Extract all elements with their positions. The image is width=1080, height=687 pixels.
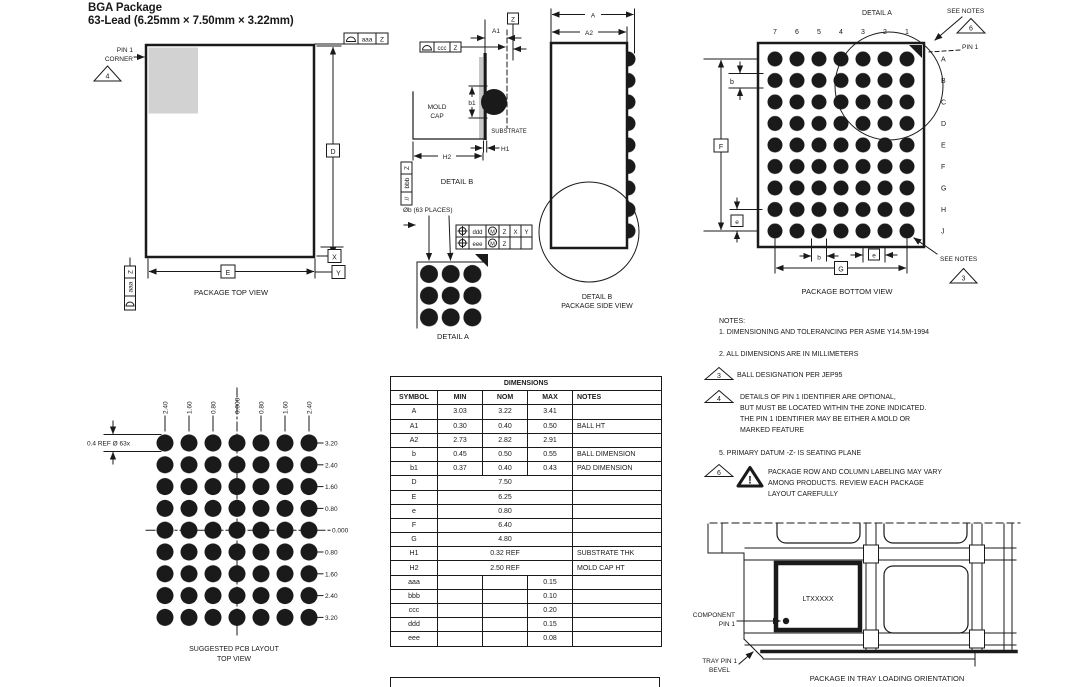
cell-symbol: D [391, 476, 438, 490]
pad-size-label: 0.4 REF Ø 63x [87, 440, 130, 448]
fcf-tolerance: bbb [403, 177, 411, 189]
cell-notes [573, 405, 662, 419]
cell-symbol: ccc [391, 604, 438, 618]
col-label: 7 [773, 29, 777, 36]
detail-a-label: DETAIL A [862, 10, 892, 17]
tray-pockets [708, 497, 1016, 658]
fcf-bbb [401, 162, 412, 205]
cell-max: 0.15 [528, 618, 573, 632]
table-row [391, 504, 662, 518]
ball-grid [764, 48, 918, 242]
cell-max: 0.10 [528, 589, 573, 603]
fcf-datum: X [513, 229, 518, 236]
datum-X: X [332, 254, 337, 262]
pcb-col-label: 0.80 [258, 401, 266, 414]
dim-H1: H1 [501, 146, 510, 153]
mold-cap-label2: CAP [430, 113, 444, 120]
table-row [391, 618, 662, 632]
cell-notes: BALL DIMENSION [573, 447, 662, 461]
cell-symbol: eee [391, 632, 438, 646]
cell-nom [483, 589, 528, 603]
fcf-datum: Z [502, 229, 507, 236]
package-type: BGA Package [88, 2, 162, 14]
col-label: 5 [817, 29, 821, 36]
pin1-label: PIN 1 [962, 44, 979, 51]
col-header: NOM [483, 391, 528, 405]
col-header: NOTES [573, 391, 662, 405]
dim-G: G [838, 266, 844, 274]
package-bottom-view [704, 8, 985, 296]
tray-pin1-bevel-label2: BEVEL [709, 667, 730, 674]
tray-view [693, 497, 1020, 683]
component-pin1-label: COMPONENT [692, 612, 735, 619]
pcb-row-label: 1.60 [325, 484, 338, 492]
fcf-tolerance: eee [472, 241, 483, 248]
cell-symbol: aaa [391, 575, 438, 589]
cell-min [438, 632, 483, 646]
side-view-caption1: DETAIL B [581, 294, 613, 301]
mold-cap-label: MOLD [427, 104, 447, 111]
package-side-view [539, 9, 639, 310]
datum-Z: Z [511, 16, 515, 24]
see-notes-bottom: SEE NOTES [940, 256, 978, 263]
note-4-line1: DETAILS OF PIN 1 IDENTIFIER ARE OPTIONAL, [740, 394, 896, 401]
row-label: D [941, 121, 947, 128]
fcf-datum: Z [403, 166, 411, 170]
cell-notes [573, 589, 662, 603]
cell-symbol: H1 [391, 547, 438, 561]
cell-notes [573, 632, 662, 646]
cell-notes [573, 490, 662, 504]
pin1-zone [149, 48, 199, 114]
note-flag-triangle-icon [704, 463, 734, 478]
table-row [391, 589, 662, 603]
table-title: DIMENSIONS [391, 377, 662, 391]
dim-A1: A1 [492, 28, 500, 35]
cell-nom: 0.40 [483, 419, 528, 433]
ball-count-label: Øb (63 PLACES) [403, 207, 453, 214]
cell-symbol: H2 [391, 561, 438, 575]
note-2: 2. ALL DIMENSIONS ARE IN MILLIMETERS [719, 351, 859, 358]
cell-max: 0.50 [528, 419, 573, 433]
cell-notes: MOLD CAP HT [573, 561, 662, 575]
note-1: 1. DIMENSIONING AND TOLERANCING PER ASME Y14.5M-1994 [719, 329, 930, 336]
table-row [391, 476, 662, 490]
note-flag-4: 4 [105, 73, 110, 81]
note-4-line2: BUT MUST BE LOCATED WITHIN THE ZONE INDICATED. [740, 405, 927, 412]
note-3: BALL DESIGNATION PER JEP95 [737, 372, 843, 379]
cell-min: 0.30 [438, 419, 483, 433]
cell-merged-value: 7.50 [438, 476, 573, 490]
row-label: F [941, 164, 946, 171]
detail-b-view [401, 13, 527, 205]
pin1-corner-label2: CORNER [104, 56, 133, 63]
cell-max: 0.20 [528, 604, 573, 618]
tray-caption: PACKAGE IN TRAY LOADING ORIENTATION [809, 674, 965, 683]
cell-notes [573, 504, 662, 518]
see-notes-top: SEE NOTES [947, 8, 985, 15]
table-row [391, 462, 662, 476]
col-header: MAX [528, 391, 573, 405]
dim-H2: H2 [442, 154, 452, 161]
cell-min: 0.37 [438, 462, 483, 476]
pcb-col-label: 2.40 [162, 401, 170, 414]
cell-symbol: bbb [391, 589, 438, 603]
cell-min [438, 618, 483, 632]
row-label: E [941, 142, 946, 150]
pcb-col-label: 2.40 [306, 401, 314, 414]
table-row [391, 632, 662, 646]
cell-merged-value: 6.40 [438, 518, 573, 532]
note-flag-3: 3 [961, 275, 966, 283]
note-4-line3: THE PIN 1 IDENTIFIER MAY BE EITHER A MOLD OR [740, 416, 911, 423]
table-row [391, 604, 662, 618]
pcb-row-label: 2.40 [325, 462, 338, 470]
pcb-col-label: 1.60 [186, 401, 194, 414]
page-title [88, 2, 294, 28]
col-header: SYMBOL [391, 391, 438, 405]
fcf-position [456, 225, 532, 249]
cell-nom [483, 604, 528, 618]
cell-merged-value: 0.32 REF [438, 547, 573, 561]
cell-merged-value: 6.25 [438, 490, 573, 504]
cell-notes [573, 618, 662, 632]
cell-symbol: F [391, 518, 438, 532]
pcb-row-label: 0.80 [325, 505, 338, 513]
cell-symbol: b [391, 447, 438, 461]
cell-nom [483, 575, 528, 589]
dim-b1: b1 [468, 99, 476, 107]
cell-notes [573, 575, 662, 589]
flag-number: 4 [717, 396, 721, 403]
warning-exclamation: ! [748, 474, 752, 487]
fcf-datum: Z [502, 241, 507, 248]
cell-notes: BALL HT [573, 419, 662, 433]
table-row [391, 405, 662, 419]
col-header: MIN [438, 391, 483, 405]
pcb-caption2: TOP VIEW [217, 656, 251, 663]
notes-heading: NOTES: [719, 318, 746, 325]
dim-e-left: e [735, 218, 739, 226]
pcb-layout-view [87, 388, 349, 663]
table-row [391, 575, 662, 589]
dim-b-bottom: b [817, 254, 821, 262]
component-pin1-dot [783, 618, 789, 624]
flag-number: 6 [717, 470, 721, 477]
note-5: 5. PRIMARY DATUM -Z- IS SEATING PLANE [719, 450, 862, 457]
fcf-ccc [420, 42, 526, 52]
pin1-corner-label: PIN 1 [116, 47, 133, 54]
cell-max: 0.15 [528, 575, 573, 589]
dim-A2: A2 [585, 30, 593, 38]
mmc-letter: M [490, 241, 495, 248]
cell-min [438, 575, 483, 589]
cell-symbol: ddd [391, 618, 438, 632]
cell-max: 0.55 [528, 447, 573, 461]
pcb-row-label: 2.40 [325, 593, 338, 601]
dim-D: D [330, 148, 336, 156]
cell-min: 2.73 [438, 433, 483, 447]
table-row [391, 490, 662, 504]
cell-merged-value: 4.80 [438, 533, 573, 547]
cell-max: 2.91 [528, 433, 573, 447]
cell-symbol: G [391, 533, 438, 547]
datum-Y: Y [336, 270, 341, 278]
side-view-caption2: PACKAGE SIDE VIEW [561, 303, 633, 310]
note-flag-triangle-icon [704, 389, 734, 404]
cell-nom: 3.22 [483, 405, 528, 419]
cell-nom: 0.50 [483, 447, 528, 461]
table-row [391, 518, 662, 532]
pcb-row-label: 3.20 [325, 614, 338, 622]
cell-min: 3.03 [438, 405, 483, 419]
package-body-side [551, 43, 627, 248]
fcf-aaa-left [125, 258, 136, 310]
table-row [391, 547, 662, 561]
row-label: G [941, 185, 947, 193]
note-4-line4: MARKED FEATURE [740, 427, 805, 434]
pcb-col-label: 0.80 [210, 401, 218, 414]
row-label: B [941, 78, 946, 85]
dim-E: E [225, 269, 231, 277]
note-6-line1: PACKAGE ROW AND COLUMN LABELING MAY VARY [768, 469, 943, 476]
dim-e-bottom: e [872, 252, 876, 260]
pcb-row-label: 3.20 [325, 440, 338, 448]
cell-symbol: A2 [391, 433, 438, 447]
dim-b-left: b [730, 79, 734, 86]
table-title-row [391, 377, 662, 391]
mmc-letter: M [490, 229, 495, 236]
cell-notes [573, 433, 662, 447]
cell-min: 0.45 [438, 447, 483, 461]
col-label: 6 [795, 29, 799, 36]
fcf-tolerance: aaa [361, 36, 373, 44]
fcf-datum: Z [127, 270, 135, 274]
fcf-aaa-top [344, 33, 388, 44]
pcb-row-label: 1.60 [325, 571, 338, 579]
warning-icon [736, 465, 764, 489]
cell-max: 3.41 [528, 405, 573, 419]
table-row [391, 533, 662, 547]
package-top-view [94, 33, 388, 310]
pcb-pad-grid [153, 432, 321, 628]
dimensions-table [390, 376, 662, 647]
part-marking: LTXXXXX [802, 596, 834, 603]
col-label: 1 [905, 29, 909, 36]
pcb-caption1: SUGGESTED PCB LAYOUT [189, 646, 279, 653]
solder-ball [481, 89, 507, 115]
dim-F: F [718, 143, 724, 151]
cell-max: 0.43 [528, 462, 573, 476]
substrate-label: SUBSTRATE [491, 129, 527, 135]
cell-symbol: e [391, 504, 438, 518]
pcb-col-label: 0.000 [234, 397, 242, 414]
cell-notes [573, 533, 662, 547]
row-label: H [941, 207, 947, 214]
note-6-line2: AMONG PRODUCTS. REVIEW EACH PACKAGE [768, 480, 924, 487]
note-6-line3: LAYOUT CAREFULLY [768, 491, 839, 498]
parallelism-symbol-icon: // [403, 196, 411, 201]
package-size: 63-Lead (6.25mm × 7.50mm × 3.22mm) [88, 15, 294, 27]
fcf-tolerance: aaa [127, 281, 135, 293]
cell-symbol: A1 [391, 419, 438, 433]
cell-min [438, 604, 483, 618]
col-label: 3 [861, 29, 865, 36]
table-row [391, 419, 662, 433]
cell-symbol: A [391, 405, 438, 419]
table-row [391, 561, 662, 575]
table-partial-row [390, 677, 660, 687]
cell-symbol: b1 [391, 462, 438, 476]
cell-nom [483, 632, 528, 646]
bottom-view-caption: PACKAGE BOTTOM VIEW [801, 287, 893, 296]
cell-notes: SUBSTRATE THK [573, 547, 662, 561]
row-label: J [941, 228, 945, 236]
row-label: A [941, 56, 946, 64]
cell-nom: 2.82 [483, 433, 528, 447]
col-label: 2 [883, 29, 887, 36]
cell-nom: 0.40 [483, 462, 528, 476]
cell-min [438, 589, 483, 603]
note-flag-6: 6 [969, 25, 973, 33]
cell-notes [573, 604, 662, 618]
pcb-row-label: 0.000 [332, 527, 349, 535]
cell-merged-value: 2.50 REF [438, 561, 573, 575]
table-header-row [391, 391, 662, 405]
cell-notes: PAD DIMENSION [573, 462, 662, 476]
fcf-tolerance: ccc [437, 45, 447, 52]
fcf-tolerance: ddd [472, 229, 483, 236]
fcf-datum: Z [380, 36, 384, 44]
cell-nom [483, 618, 528, 632]
flag-number: 3 [717, 373, 721, 380]
detail-b-caption: DETAIL B [440, 177, 474, 186]
cell-merged-value: 0.80 [438, 504, 573, 518]
note-flag-triangle-icon [704, 366, 734, 381]
col-label: 4 [839, 29, 843, 36]
fcf-datum: Y [524, 229, 529, 236]
tray-pin1-bevel-label: TRAY PIN 1 [702, 658, 737, 665]
table-row [391, 433, 662, 447]
detail-a-balls [418, 263, 483, 328]
pcb-col-label: 1.60 [282, 401, 290, 414]
fcf-datum: Z [453, 45, 458, 52]
top-view-caption: PACKAGE TOP VIEW [193, 288, 269, 297]
dim-A: A [590, 12, 596, 20]
detail-a-caption: DETAIL A [436, 332, 470, 341]
cell-symbol: E [391, 490, 438, 504]
component-pin1-label2: PIN 1 [718, 621, 735, 628]
row-label: C [941, 99, 947, 107]
detail-a-view [403, 207, 532, 341]
pcb-row-label: 0.80 [325, 549, 338, 557]
cell-max: 0.08 [528, 632, 573, 646]
table-row [391, 447, 662, 461]
cell-notes [573, 518, 662, 532]
cell-notes [573, 476, 662, 490]
